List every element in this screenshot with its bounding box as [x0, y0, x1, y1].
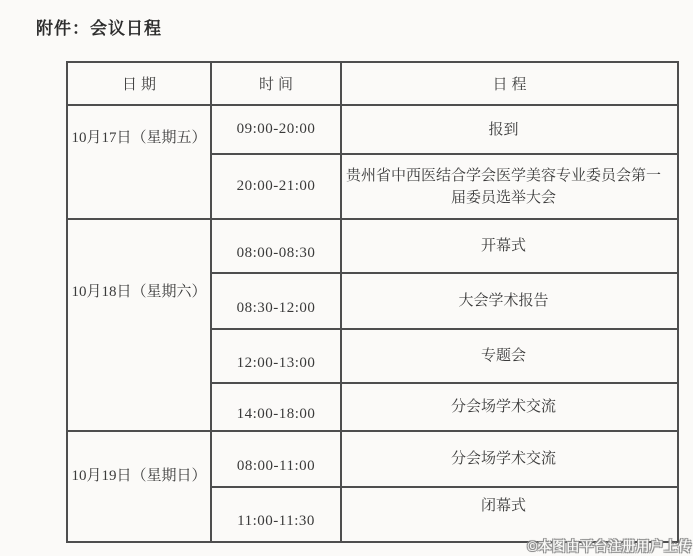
header-cell-time: 时间 — [211, 62, 341, 105]
table-row — [67, 105, 678, 154]
header-cell-date: 日期 — [67, 62, 211, 105]
time-cell: 09:00-20:00 — [211, 105, 341, 154]
schedule-table — [66, 61, 679, 543]
header-cell-agenda: 日程 — [341, 62, 678, 105]
table-row — [67, 431, 678, 487]
date-label: 10月18日（星期六） — [71, 284, 207, 300]
event-cell: 开幕式 — [341, 219, 678, 273]
date-label: 10月19日（星期日） — [71, 468, 207, 484]
table-header-row — [67, 62, 678, 105]
date-cell-oct18 — [67, 219, 211, 431]
time-cell: 14:00-18:00 — [211, 383, 341, 431]
watermark: ©本图由平台注册用户上传 — [527, 539, 692, 554]
event-cell: 贵州省中西医结合学会医学美容专业委员会第一届委员选举大会 — [341, 154, 678, 219]
page-title: 附件：会议日程 — [36, 19, 162, 38]
time-cell: 12:00-13:00 — [211, 329, 341, 383]
table-row — [67, 219, 678, 273]
time-cell: 08:00-11:00 — [211, 431, 341, 487]
date-label: 10月17日（星期五） — [71, 130, 207, 146]
time-cell: 11:00-11:30 — [211, 487, 341, 542]
date-cell-oct17 — [67, 105, 211, 219]
event-cell: 分会场学术交流 — [341, 383, 678, 431]
time-cell: 08:30-12:00 — [211, 273, 341, 329]
event-cell: 专题会 — [341, 329, 678, 383]
event-cell: 闭幕式 — [341, 487, 678, 542]
event-cell: 分会场学术交流 — [341, 431, 678, 487]
time-cell: 20:00-21:00 — [211, 154, 341, 219]
event-cell: 大会学术报告 — [341, 273, 678, 329]
event-cell: 报到 — [341, 105, 678, 154]
date-cell-oct19 — [67, 431, 211, 542]
time-cell: 08:00-08:30 — [211, 219, 341, 273]
